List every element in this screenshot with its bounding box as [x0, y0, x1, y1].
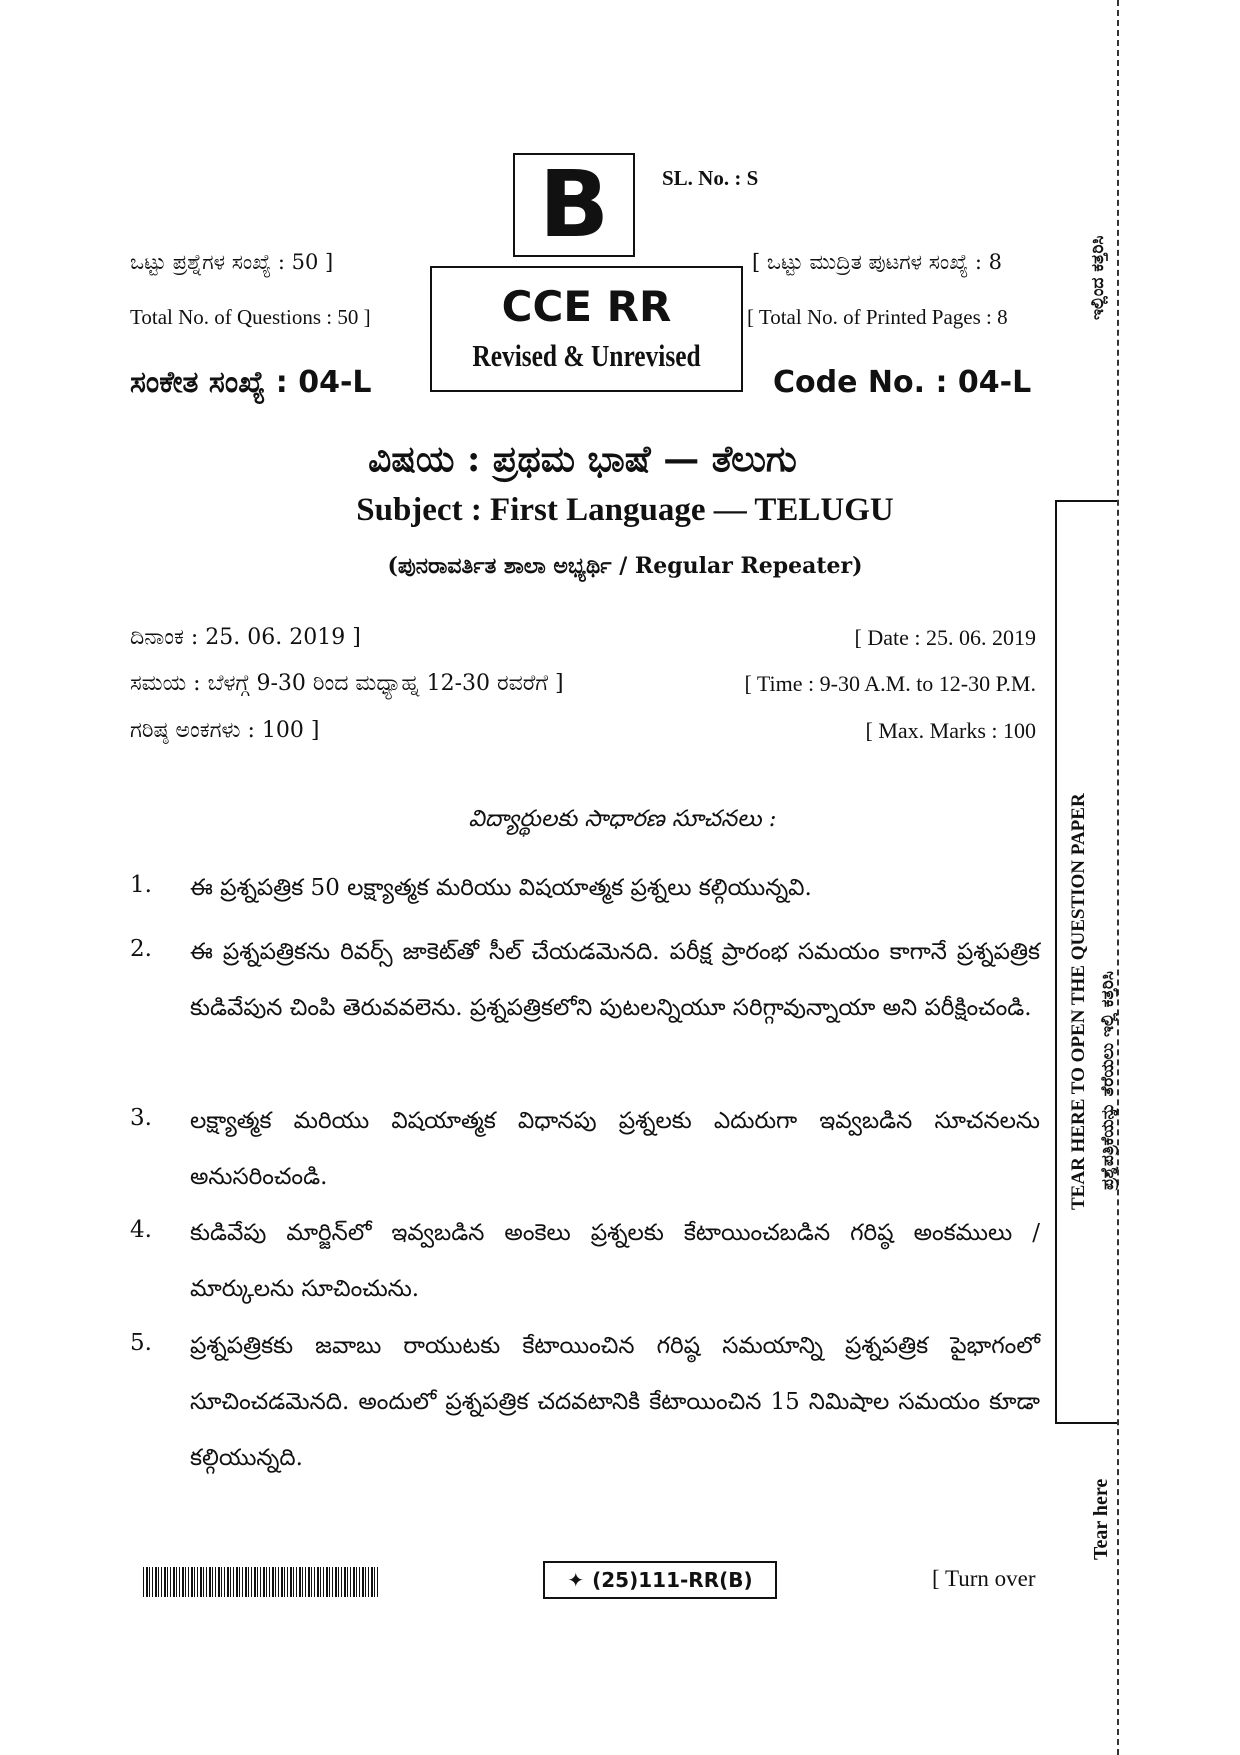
instruction-item: ప్రశ్నపత్రికకు జవాబు రాయుటకు కేటాయించిన గరిష్ఠ సమయాన్ని ప్రశ్నపత్రిక పైభాగంలో సూచించడమెనది. అందులో ప్రశ్నపత్రిక చదవటానికి కేటాయించిన 15 నిమిషాల సమయం కూడా కల్గియున్నది.	[190, 1333, 1040, 1471]
candidate-category: (ಪುನರಾವರ್ತಿತ ಶಾಲಾ ಅಭ್ಯರ್ಥಿ / Regular Repeater)	[387, 553, 863, 579]
max-marks-kn: ಗರಿಷ್ಠ ಅಂಕಗಳು : 100 ]	[130, 718, 320, 743]
total-questions-kn: ಒಟ್ಟು ಪ್ರಶ್ನೆಗಳ ಸಂಖ್ಯೆ : 50 ]	[130, 250, 334, 274]
instruction-item: కుడివేపు మార్జిన్‌లో ఇవ్వబడిన అంకెలు ప్రశ్నలకు కేటాయించబడిన గరిష్ఠ అంకములు / మార్కులను సూచించును.	[190, 1220, 1040, 1302]
instruction-item: లక్ష్యాత్మక మరియు విషయాత్మక విధానపు ప్రశ్నలకు ఎదురుగా ఇవ్వబడిన సూచనలను అనుసరించండి.	[190, 1108, 1040, 1190]
instruction-item: ఈ ప్రశ్నపత్రికను రివర్స్ జాకెట్‌తో సీల్ చేయడమెనది. పరీక్ష ప్రారంభ సమయం కాగానే ప్రశ్నపత్రిక కుడివేపున చింపి తెరువవలెను. ప్రశ్నపత్రికలోని పుటలన్నియూ సరిగ్గావున్నాయా అని పరీక్షించండి.	[190, 939, 1040, 1021]
paper-code: (25)111-RR(B)	[592, 1568, 753, 1592]
instruction-number: 2.	[130, 936, 152, 962]
turn-over-label: [ Turn over	[932, 1566, 1036, 1591]
serial-number: SL. No. : S	[662, 166, 759, 190]
instruction-number: 1.	[130, 872, 152, 898]
version-letter: B	[538, 151, 610, 258]
version-box	[513, 153, 635, 257]
barcode	[143, 1567, 380, 1597]
date-kn: ದಿನಾಂಕ : 25. 06. 2019 ]	[130, 625, 361, 650]
paper-code-box	[543, 1561, 777, 1599]
code-number-kn: ಸಂಕೇತ ಸಂಖ್ಯೆ : 04-L	[130, 365, 372, 400]
tear-instruction-kn: ಪ್ರಶ್ನೆಪತ್ರಿಕೆಯನ್ನು ತೆರೆಯಲು ಇಲ್ಲಿ ಕತ್ತರಿಸಿ	[1098, 971, 1118, 1190]
tear-instruction-en: TEAR HERE TO OPEN THE QUESTION PAPER	[1068, 793, 1089, 1210]
tear-cut-line	[1117, 0, 1119, 1755]
subject-title-kn: ವಿಷಯ : ಪ್ರಥಮ ಭಾಷೆ — ತೆಲುಗು	[368, 438, 797, 480]
instruction-number: 4.	[130, 1217, 152, 1243]
exam-subtitle: Revised & Unrevised	[472, 338, 701, 373]
code-number-en: Code No. : 04-L	[773, 365, 1032, 400]
subject-title-en: Subject : First Language — TELUGU	[356, 492, 894, 528]
instructions-heading: విద్యార్థులకు సాధారణ సూచనలు :	[468, 806, 777, 832]
time-kn: ಸಮಯ : ಬೆಳಗ್ಗೆ 9-30 ರಿಂದ ಮಧ್ಯಾಹ್ನ 12-30 ರವರೆಗೆ ]	[130, 671, 564, 696]
time-en: [ Time : 9-30 A.M. to 12-30 P.M.	[744, 671, 1036, 696]
exam-title: CCE RR	[501, 282, 672, 331]
total-pages-en: [ Total No. of Printed Pages : 8	[747, 305, 1008, 329]
date-en: [ Date : 25. 06. 2019	[854, 625, 1036, 650]
instruction-number: 5.	[130, 1330, 152, 1356]
star-icon: ✦	[567, 1568, 585, 1592]
cut-here-kn: ಇಲ್ಲಿಂದ ಕತ್ತರಿಸಿ	[1088, 235, 1108, 320]
exam-title-box	[430, 266, 743, 392]
total-questions-en: Total No. of Questions : 50 ]	[130, 305, 371, 329]
max-marks-en: [ Max. Marks : 100	[865, 718, 1036, 743]
tear-here-label: Tear here	[1090, 1478, 1112, 1560]
instruction-item: ఈ ప్రశ్నపత్రిక 50 లక్ష్యాత్మక మరియు విషయాత్మక ప్రశ్నలు కల్గియున్నవి.	[190, 875, 812, 901]
instruction-number: 3.	[130, 1105, 152, 1131]
total-pages-kn: [ ಒಟ್ಟು ಮುದ್ರಿತ ಪುಟಗಳ ಸಂಖ್ಯೆ : 8	[752, 250, 1003, 274]
